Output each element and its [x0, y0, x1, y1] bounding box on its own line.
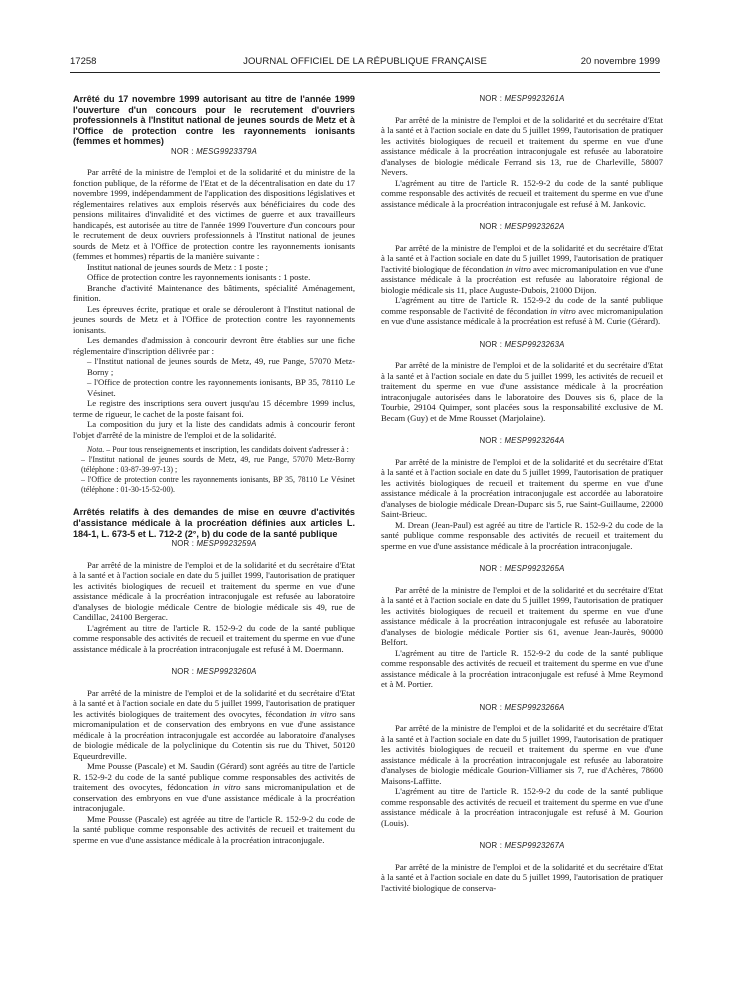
paragraph: L'agrément au titre de l'article R. 152-9-2 du code de la santé publique comme responsable des activités de recueil et traitement du sperme en vue d'une assistance médicale à la procréation intraconjugale est refusé à M. Doermann. — [73, 622, 355, 654]
decision-block — [381, 564, 663, 690]
paragraph: M. Drean (Jean-Paul) est agréé au titre de l'article R. 152-9-2 du code de la santé publique comme responsable des activités de recueil et traitement du sperme en vue d'une assistance médicale à la procréation intraconjugale. — [381, 519, 663, 551]
paragraph: Par arrêté de la ministre de l'emploi et de la solidarité et du secrétaire d'Etat à la santé et à l'action sociale en date du 5 juillet 1999, les activités de recueil et traitement du sperme en vue d'une assistance médicale à la procréation intraconjugale autorisées dans le laboratoire des Douves sis 6, place de la Tourbie, 29104 Quimper, sont placées sous la responsabilité exclusive de M. Becam (Guy) et de Mme Rousset (Marjolaine). — [381, 360, 663, 423]
nor-reference — [73, 539, 355, 550]
nor-label: NOR : — [479, 94, 503, 103]
text-run: avec micromanipulation en vue d'une assistance médicale à la procréation est refusée au laboratoire régional de biologie médicale sis 11, place Auguste-Dubois, 21000 Dijon. — [381, 263, 663, 295]
decision-block — [381, 340, 663, 424]
issue-date: 20 novembre 1999 — [580, 56, 660, 67]
page-header — [70, 56, 660, 70]
nor-code: MESP9923263A — [504, 339, 565, 349]
paragraph: Par arrêté de la ministre de l'emploi et de la solidarité et du secrétaire d'Etat à la santé et à l'action sociale en date du 5 juillet 1999, l'autorisation de pratiquer l'activité biologique de conserva- — [381, 861, 663, 893]
text-run: sans micromanipulation et de conservation des embryons en vue d'une assistance médicale à la procréation intraconjugale. — [73, 782, 355, 814]
nor-code: MESG9923379A — [196, 146, 257, 156]
italic-run: in vitro — [309, 708, 337, 719]
nor-code: MESP9923260A — [196, 667, 257, 677]
nota-text: – Pour tous renseignements et inscription, les candidats doivent s'adresser à : — [104, 445, 349, 455]
list-item: – l'Office de protection contre les rayonnements ionisants, BP 35, 78110 Le Vésinet. — [87, 377, 355, 398]
decision-block — [73, 667, 355, 845]
text-run: Par arrêté de la ministre de l'emploi et de la solidarité et du secrétaire d'Etat à la santé et à l'action sociale en date du 5 juillet 1999, l'autorisation de pratiquer l'activité biologique de fécondation — [381, 242, 663, 274]
paragraph — [73, 761, 355, 814]
nor-label: NOR : — [171, 146, 194, 156]
paragraph: L'agrément au titre de l'article R. 152-9-2 du code de la santé publique comme responsable des activités de recueil et traitement du sperme en vue d'une assistance médicale à la procréation intraconjugale est refusé à Mme Reymond et à M. Portier. — [381, 647, 663, 689]
italic-run: in vitro — [212, 782, 241, 793]
list-item: – l'Office de protection contre les rayonnements ionisants, BP 35, 78110 Le Vésinet (téléphone : 01-30-15-52-00). — [81, 474, 355, 494]
paragraph: Le registre des inscriptions sera ouvert jusqu'au 15 décembre 1999 inclus, terme de rigueur, le cachet de la poste faisant foi. — [73, 398, 355, 419]
nor-label: NOR : — [171, 667, 195, 677]
nor-label: NOR : — [479, 339, 503, 349]
nor-reference — [381, 436, 663, 447]
paragraph: Par arrêté de la ministre de l'emploi et de la solidarité et du secrétaire d'Etat à la santé et à l'action sociale en date du 5 juillet 1999, l'autorisation de pratiquer les activités biologiques de recueil et traitement du sperme en vue d'une assistance médicale à la procréation intraconjugale est refusée au laboratoire d'analyses de biologie médicale Centre de biologie médicale sis 49, rue de Candillac, 24100 Bergerac. — [73, 559, 355, 623]
paragraph: Les épreuves écrite, pratique et orale se dérouleront à l'Institut national de jeunes sourds de Metz et à l'Office de protection contre les rayonnements ionisants. — [73, 303, 355, 335]
paragraph: Par arrêté de la ministre de l'emploi et de la solidarité et du secrétaire d'Etat à la santé et à l'action sociale en date du 5 juillet 1999, l'autorisation de pratiquer les activités biologiques de recueil et traitement du sperme en vue d'une assistance médicale à la procréation intraconjugale est refusée au laboratoire d'analyses de biologie médicale Ferrand sis 13, rue de Charleville, 58007 Nevers. — [381, 114, 663, 177]
list-item: – l'Institut national de jeunes sourds de Metz, 49, rue Pange, 57070 Metz-Borny (téléphone : 03-87-39-97-13) ; — [81, 455, 355, 475]
nota-block — [73, 445, 355, 494]
paragraph: L'agrément au titre de l'article R. 152-9-2 du code de la santé publique comme responsable des activités de recueil et traitement du sperme en vue d'une assistance médicale à la procréation intraconjugale est refusé à M. Jankovic. — [381, 177, 663, 209]
list-item: – l'Institut national de jeunes sourds de Metz, 49, rue Pange, 57070 Metz-Borny ; — [87, 356, 355, 377]
nota-intro — [73, 445, 355, 455]
text-run: sans micromanipulation et de conservation des embryons en vue d'une assistance médicale à la procréation intraconjugale est accordée au laboratoire d'analyses de biologie médicale de la polyclinique du Cotentin sis rue du Thivet, 50120 Equeurdreville. — [73, 708, 355, 761]
nor-reference — [73, 147, 355, 158]
nor-reference — [381, 564, 663, 575]
right-column — [381, 94, 663, 906]
text-run: L'agrément au titre de l'article R. 152-9-2 du code de la santé publique comme responsable de l'activité de fécondation — [381, 295, 663, 316]
nor-label: NOR : — [479, 564, 503, 573]
paragraph: Branche d'activité Maintenance des bâtiments, spécialité Aménagement, finition. — [73, 282, 355, 304]
paragraph: Par arrêté de la ministre de l'emploi et de la solidarité et du secrétaire d'Etat à la santé et à l'action sociale en date du 5 juillet 1999, l'autorisation de pratiquer les activités biologiques de recueil et traitement du sperme en vue d'une assistance médicale à la procréation intraconjugale est accordée au laboratoire d'analyses de biologie médicale Drean-Duparc sis 5, rue Saint-Guillaume, 22000 Saint-Brieuc. — [381, 456, 663, 519]
nor-reference — [381, 222, 663, 233]
nor-label: NOR : — [479, 841, 503, 850]
article-title: Arrêtés relatifs à des demandes de mise en œuvre d'activités d'assistance médicale à la procréation définies aux articles L. 184-1, L. 673-5 et L. 712-2 (2°, b) du code de la santé publique — [73, 507, 355, 539]
paragraph — [381, 243, 663, 296]
italic-run: in vitro — [550, 305, 576, 316]
left-column — [73, 94, 355, 858]
nor-code: MESP9923267A — [504, 841, 565, 850]
nor-code: MESP9923264A — [504, 436, 565, 445]
decision-block — [381, 703, 663, 829]
text-run: Par arrêté de la ministre de l'emploi et de la solidarité et du secrétaire d'Etat à la santé et à l'action sociale en date du 5 juillet 1999, l'autorisation de pratiquer les activités biologiques de traitement des ovocytes, fécondation — [73, 687, 355, 719]
nor-reference — [381, 841, 663, 852]
nor-label: NOR : — [171, 539, 195, 549]
nor-reference — [381, 94, 663, 105]
article-concours — [73, 94, 355, 494]
paragraph: Par arrêté de la ministre de l'emploi et de la solidarité et du ministre de la fonction publique, de la réforme de l'Etat et de la décentralisation en date du 17 novembre 1999, indépendamment de l'application des dispositions législatives et réglementaires relatives aux emplois réservés aux bénéficiaires du code des pensions militaires d'invalidité et des victimes de guerre et aux travailleurs handicapés, est autorisée au titre de l'année 1999 l'ouverture d'un concours pour le recrutement de deux ouvriers professionnels à l'Institut national de jeunes sourds de Metz et à l'Office de protection contre les rayonnements ionisants (femmes et hommes) répartis de la manière suivante : — [73, 167, 355, 262]
nor-label: NOR : — [479, 222, 503, 231]
header-rule — [70, 72, 660, 73]
decision-block — [381, 436, 663, 551]
paragraph: Les demandes d'admission à concourir devront être établies sur une fiche réglementaire d'inscription délivrée par : — [73, 335, 355, 356]
decision-block — [381, 222, 663, 327]
paragraph: Office de protection contre les rayonnements ionisants : 1 poste. — [87, 272, 311, 283]
decision-block — [381, 841, 663, 893]
nor-code: MESP9923259A — [196, 539, 257, 549]
paragraph — [381, 295, 663, 327]
nor-code: MESP9923266A — [504, 702, 565, 712]
decision-block — [381, 94, 663, 209]
nor-label: NOR : — [479, 702, 503, 712]
journal-title: JOURNAL OFFICIEL DE LA RÉPUBLIQUE FRANÇAISE — [243, 56, 487, 67]
nor-reference — [381, 340, 663, 351]
nor-code: MESP9923261A — [504, 94, 565, 103]
article-title: Arrêté du 17 novembre 1999 autorisant au titre de l'année 1999 l'ouverture d'un concours pour le recrutement d'ouvriers professionnels à l'Institut national de jeunes sourds de Metz et à l'Office de protection contre les rayonnements ionisants (femmes et hommes) — [73, 94, 355, 147]
article-amp — [73, 507, 355, 654]
paragraph: La composition du jury et la liste des candidats admis à concourir feront l'objet d'arrêté de la ministre de l'emploi et de la solidarité. — [73, 419, 355, 440]
paragraph: L'agrément au titre de l'article R. 152-9-2 du code de la santé publique comme responsable des activités de recueil et traitement du sperme en vue d'une assistance médicale à la procréation intraconjugale est refusé à M. Gourion (Louis). — [381, 786, 663, 828]
italic-run: in vitro — [505, 263, 531, 274]
paragraph: Par arrêté de la ministre de l'emploi et de la solidarité et du secrétaire d'Etat à la santé et à l'action sociale en date du 5 juillet 1999, l'autorisation de pratiquer les activités biologiques de recueil et traitement du sperme en vue d'une assistance médicale à la procréation intraconjugale est refusée au laboratoire d'analyses de biologie médicale Portier sis 61, avenue Jean-Jaurès, 90000 Belfort. — [381, 584, 663, 647]
paragraph: Institut national de jeunes sourds de Metz : 1 poste ; — [87, 261, 268, 272]
paragraph — [73, 688, 355, 762]
text-run: Mme Pousse (Pascale) et M. Saudin (Gérard) sont agréés au titre de l'article R. 152-9-2 du code de la santé publique comme responsables des activités de traitement des ovocytes, fédoncation — [73, 761, 355, 793]
nor-label: NOR : — [479, 436, 503, 445]
paragraph: Par arrêté de la ministre de l'emploi et de la solidarité et du secrétaire d'Etat à la santé et à l'action sociale en date du 5 juillet 1999, l'autorisation de pratiquer les activités biologiques de recueil et traitement du sperme en vue d'une assistance médicale à la procréation intraconjugale est refusée au laboratoire d'analyses de biologie médicale Gourion-Villiamer sis 7, rue d'Achères, 78600 Maisons-Laffitte. — [381, 723, 663, 786]
nor-code: MESP9923265A — [504, 564, 565, 573]
nota-label: Nota. — [87, 445, 105, 455]
nor-reference — [381, 703, 663, 714]
nor-code: MESP9923262A — [504, 222, 565, 231]
nor-reference — [73, 667, 355, 678]
paragraph: Mme Pousse (Pascale) est agréée au titre de l'article R. 152-9-2 du code de la santé publique comme responsable des activités de recueil et traitement du sperme en vue d'une assistance médicale à la procréation intraconjugale. — [73, 813, 355, 845]
text-run: avec micromanipulation en vue d'une assistance médicale à la procréation est refusé à M. Curie (Gérard). — [381, 305, 663, 326]
page-number: 17258 — [70, 56, 97, 67]
